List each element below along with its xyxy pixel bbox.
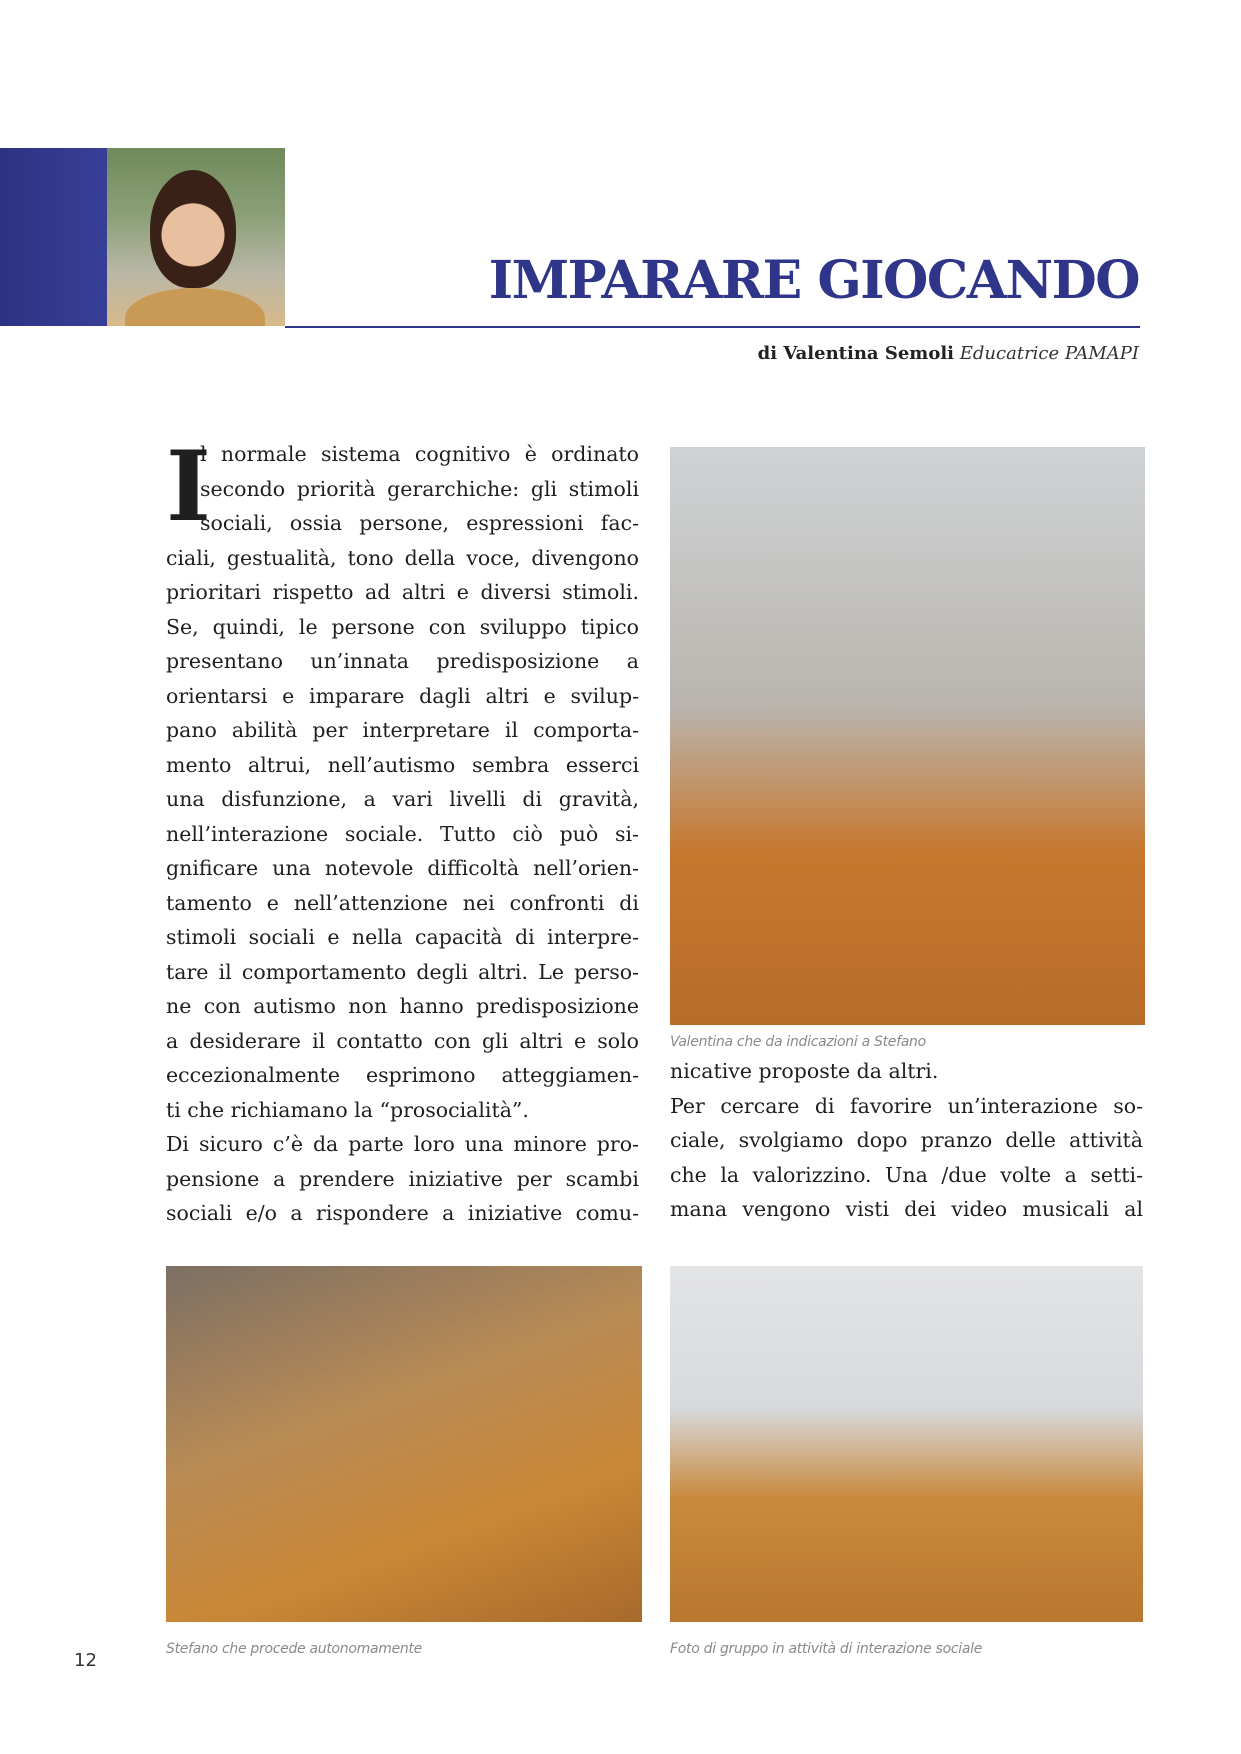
text-line: una disfunzione, a vari livelli di gravità, [166,787,639,811]
text-line: Per cercare di favorire un’interazione so- [670,1093,1143,1118]
text-line: mento altrui, nell’autismo sembra esserci [166,752,639,777]
text-line: sociali, ossia persone, espressioni fac- [200,511,639,535]
byline [758,343,1139,364]
author-portrait-shirt [125,288,265,326]
byline-role: Educatrice PAMAPI [959,343,1139,364]
text-line: ti che richiamano la “prosocialità”. [166,1097,529,1122]
article-column-left [166,430,639,1231]
text-line: eccezionalmente esprimono atteggiamen- [166,1063,639,1087]
text-line: l normale sistema cognitivo è ordinato [200,442,639,466]
text-line: stimoli sociali e nella capacità di interpre- [166,925,639,949]
drop-cap: I [166,430,211,543]
text-line: nicative proposte da altri. [670,1059,939,1083]
text-line: Se, quindi, le persone con sviluppo tipico [166,614,639,639]
author-portrait-face [150,170,236,288]
text-line: tare il comportamento degli altri. Le perso- [166,959,639,984]
text-line: tamento e nell’attenzione nei confronti di [166,890,639,915]
text-line: gnificare una notevole difficoltà nell’orien- [166,856,639,880]
text-line: mana vengono visti dei video musicali al [670,1197,1143,1221]
title-divider [285,326,1140,328]
text-line: ciale, svolgiamo dopo pranzo delle attività [670,1128,1143,1152]
text-line: a desiderare il contatto con gli altri e solo [166,1028,639,1053]
photo-caption: Valentina che da indicazioni a Stefano [670,1034,926,1050]
text-line: prioritari rispetto ad altri e diversi stimoli. [166,580,639,604]
text-line: pensione a prendere iniziative per scambi [166,1166,639,1191]
text-line: ciali, gestualità, tono della voce, divengono [166,545,639,570]
byline-author: di Valentina Semoli [757,343,955,364]
text-line: nell’interazione sociale. Tutto ciò può si- [166,821,639,846]
text-line: secondo priorità gerarchiche: gli stimoli [200,476,639,501]
page-number: 12 [74,1650,97,1671]
text-line: orientarsi e imparare dagli altri e svilup- [166,683,639,708]
photo-caption: Foto di gruppo in attività di interazione sociale [670,1641,983,1657]
text-line: ne con autismo non hanno predisposizione [166,994,639,1018]
photo-group-activity [670,1266,1143,1622]
text-line: presentano un’innata predisposizione a [166,649,639,673]
author-portrait-image [107,148,285,326]
photo-stefano-autonomous [166,1266,642,1622]
text-line: sociali e/o a rispondere a iniziative comu- [166,1201,639,1225]
text-line: Di sicuro c’è da parte loro una minore pro- [166,1132,639,1156]
photo-caption: Stefano che procede autonomamente [166,1641,422,1657]
photo-valentina-stefano [670,447,1145,1025]
text-line: pano abilità per interpretare il comporta- [166,718,639,742]
article-column-right [670,1054,1143,1227]
text-line: che la valorizzino. Una /due volte a setti- [670,1162,1143,1187]
article-title: IMPARARE GIOCANDO [488,250,1139,311]
